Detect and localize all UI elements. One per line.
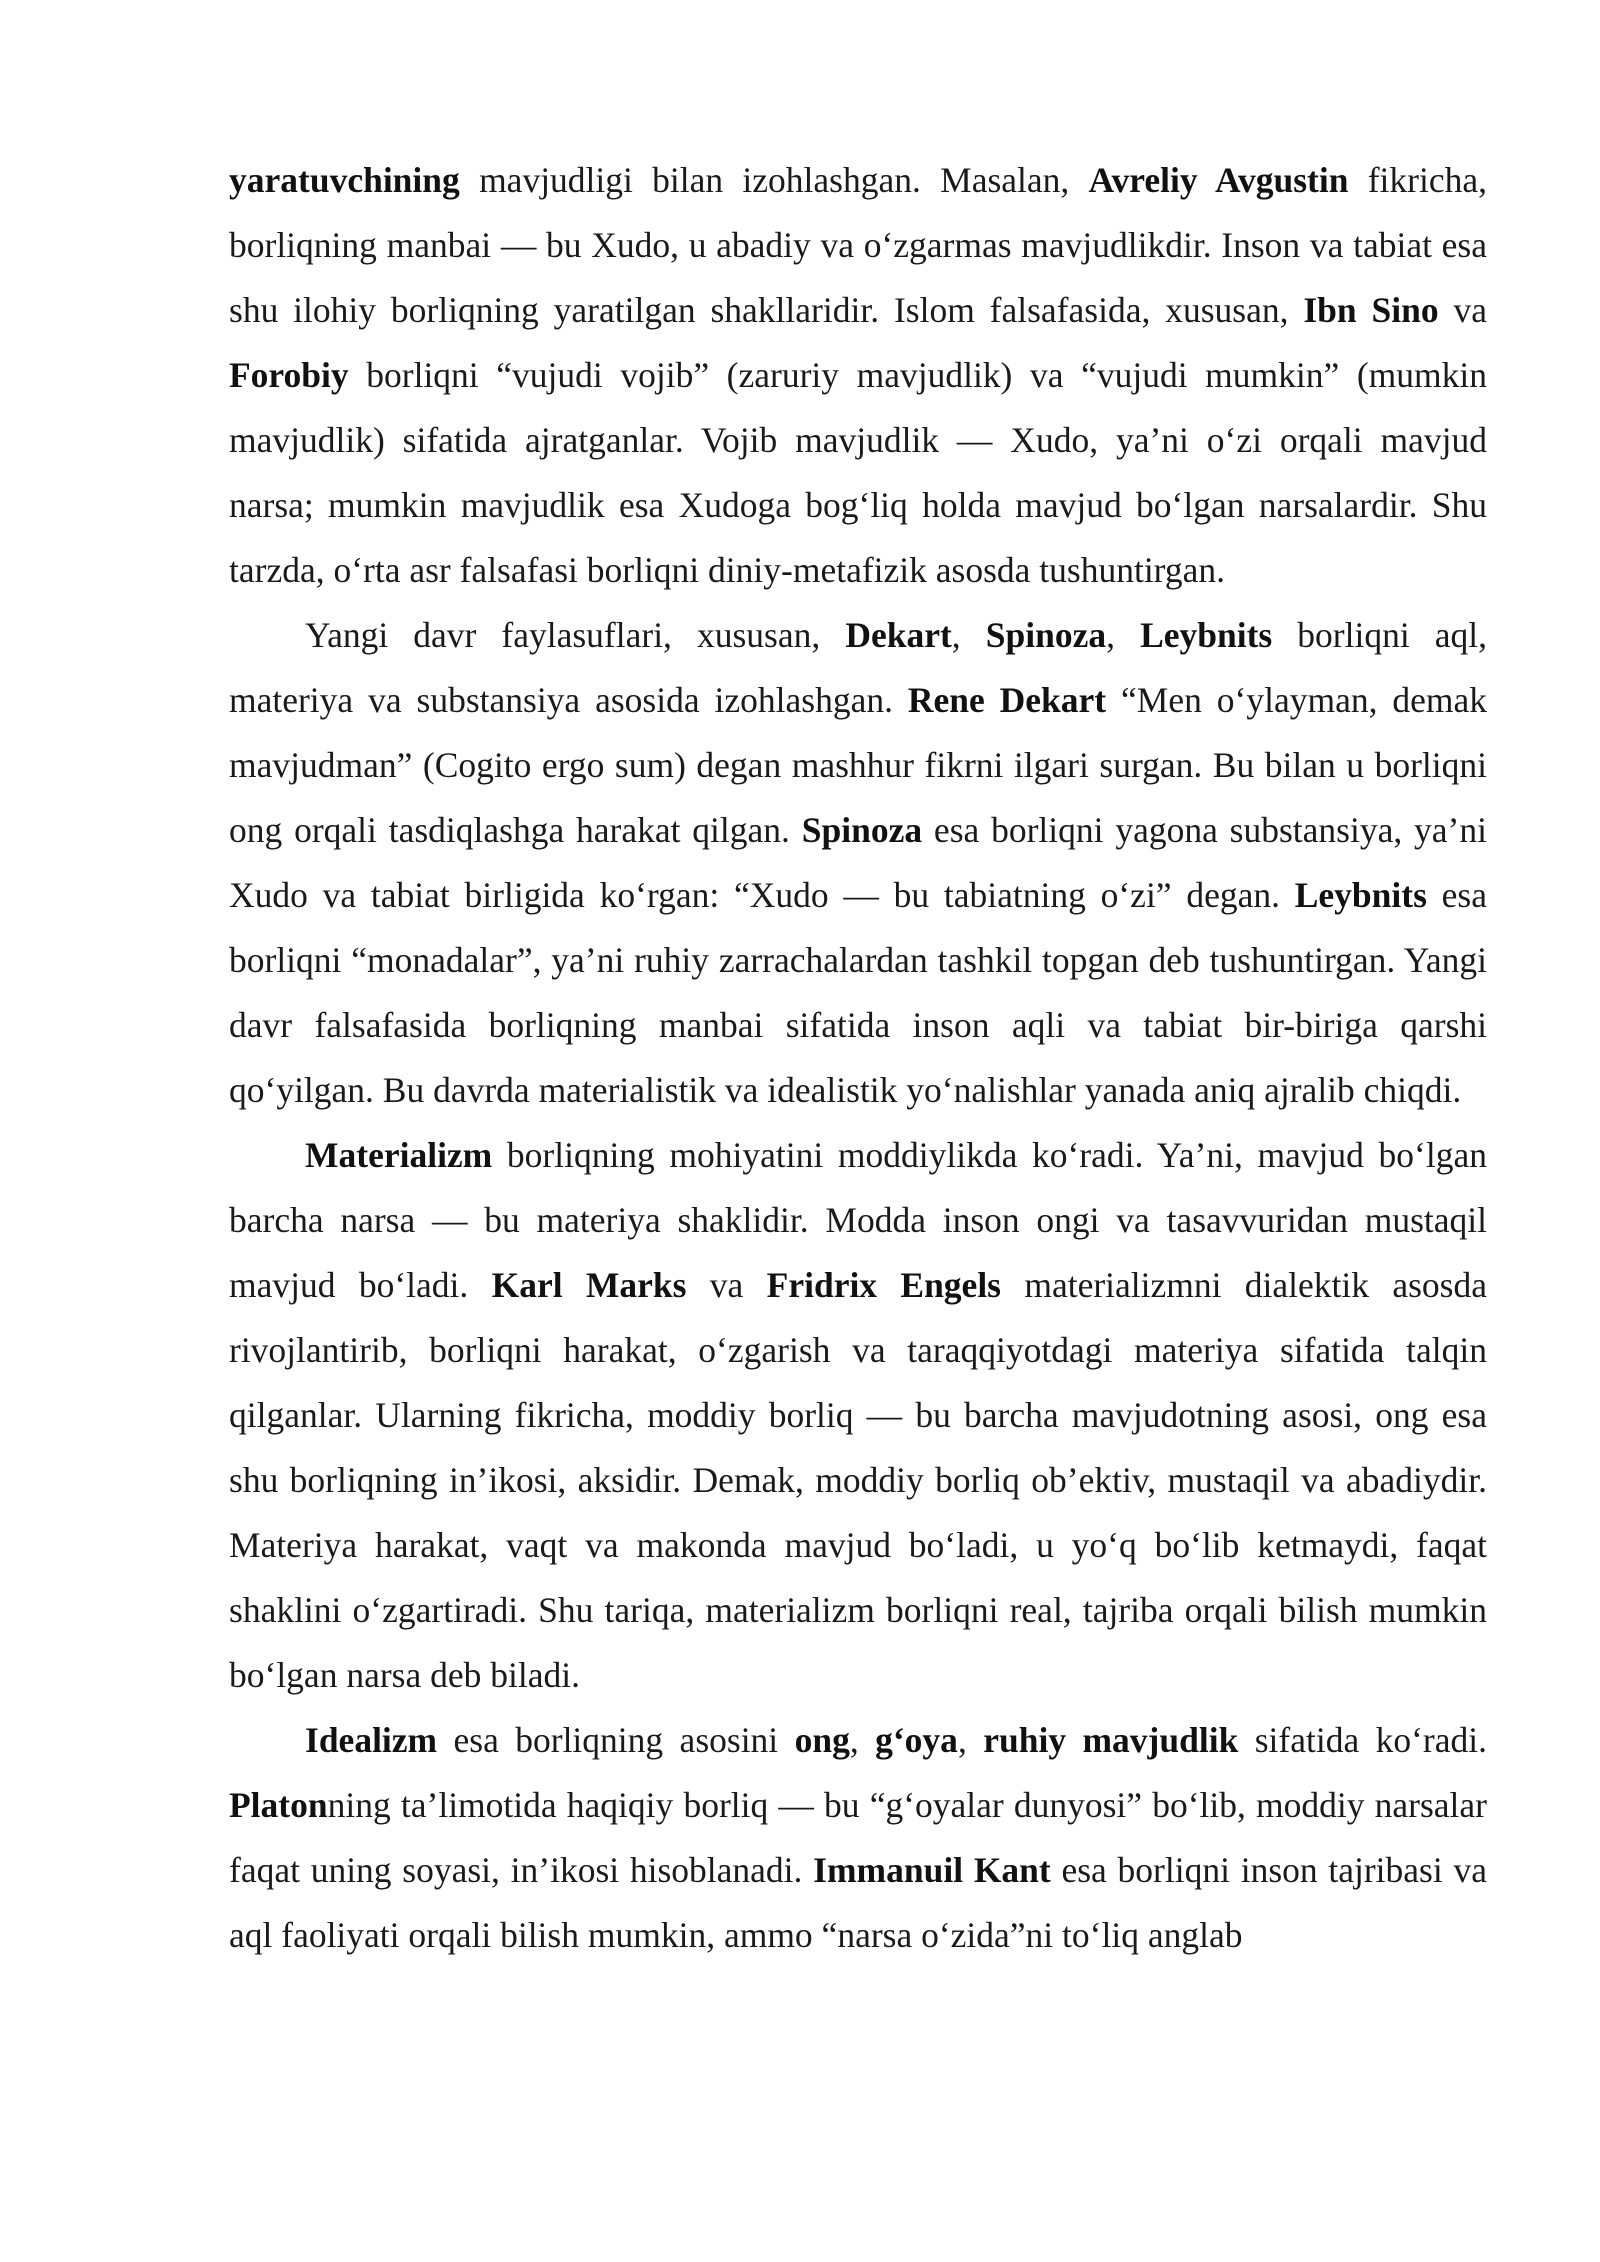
bold-term: Ibn Sino — [1303, 290, 1439, 330]
bold-term: Platon — [229, 1785, 328, 1825]
text-run: Yangi davr faylasuflari, xususan, — [305, 615, 846, 655]
bold-term: Dekart — [845, 615, 952, 655]
bold-term: Leybnits — [1140, 615, 1273, 655]
bold-term: g‘oya — [875, 1720, 958, 1760]
text-run: fikricha, borliqning manbai — bu Xudo, u abadiy va o‘zgarmas mavjudlikdir. Inson va tabiat esa shu ilohiy borliqning yaratilgan shakllaridir. Islom falsafasida, xususan, — [229, 160, 1487, 330]
text-run: borliqni aql, materiya va substansiya asosida izohlashgan. — [229, 615, 1488, 720]
text-run: , — [849, 1720, 876, 1760]
text-run: materializmni dialektik asosda rivojlantirib, borliqni harakat, o‘zgarish va taraqqiyotdagi materiya sifatida talqin qilganlar. Ularning fikricha, moddiy borliq — bu barcha mavjudotning asosi, ong esa shu borliqning in’ikosi, aksidir. Demak, moddiy borliq ob’ektiv, mustaqil va abadiydir. Materiya harakat, vaqt va makonda mavjud bo‘ladi, u yo‘q bo‘lib ketmaydi, faqat shaklini o‘zgartiradi. Shu tariqa, materializm borliqni real, tajriba orqali bilish mumkin bo‘lgan narsa deb biladi. — [229, 1265, 1487, 1695]
bold-term: ruhiy mavjudlik — [983, 1720, 1239, 1760]
bold-term: Avreliy Avgustin — [1088, 160, 1349, 200]
text-run: sifatida ko‘radi. — [1238, 1720, 1488, 1760]
document-page — [229, 148, 1487, 1968]
text-run: mavjudligi bilan izohlashgan. Masalan, — [459, 160, 1089, 200]
bold-term: Rene Dekart — [907, 680, 1107, 720]
text-run: borliqni “vujudi vojib” (zaruriy mavjudlik) va “vujudi mumkin” (mumkin mavjudlik) sifatida ajratganlar. Vojib mavjudlik — Xudo, ya’ni o‘zi orqali mavjud narsa; mumkin mavjudlik esa Xudoga bog‘liq holda mavjud bo‘lgan narsalardir. Shu tarzda, o‘rta asr falsafasi borliqni diniy-metafizik asosda tushuntirgan. — [229, 355, 1487, 590]
text-run: “Men o‘ylayman, demak mavjudman” (Cogito ergo sum) degan mashhur fikrni ilgari surgan. Bu bilan u borliqni ong orqali tasdiqlashga harakat qilgan. — [229, 680, 1488, 850]
text-run: ning ta’limotida haqiqiy borliq — bu “g‘oyalar dunyosi” bo‘lib, moddiy narsalar faqat uning soyasi, in’ikosi hisoblanadi. — [229, 1785, 1487, 1890]
text-run: esa borliqni yagona substansiya, ya’ni Xudo va tabiat birligida ko‘rgan: “Xudo — bu tabiatning o‘zi” degan. — [229, 810, 1487, 915]
text-run: esa borliqni “monadalar”, ya’ni ruhiy zarrachalardan tashkil topgan deb tushuntirgan. Yangi davr falsafasida borliqning manbai sifatida inson aqli va tabiat bir-biriga qarshi qo‘yilgan. Bu davrda materialistik va idealistik yo‘nalishlar yanada aniq ajralib chiqdi. — [229, 875, 1487, 1110]
text-run: borliqning mohiyatini moddiylikda ko‘radi. Ya’ni, mavjud bo‘lgan barcha narsa — bu materiya shaklidir. Modda inson ongi va tasavvuridan mustaqil mavjud bo‘ladi. — [229, 1135, 1487, 1305]
body-paragraph — [229, 1123, 1487, 1708]
body-paragraph — [229, 603, 1487, 1123]
text-run: va — [686, 1265, 767, 1305]
text-run: va — [1438, 290, 1487, 330]
bold-term: Fridrix Engels — [766, 1265, 1001, 1305]
text-run: , — [1106, 615, 1141, 655]
text-run: , — [951, 615, 986, 655]
body-paragraph — [229, 1708, 1487, 1968]
bold-term: Leybnits — [1294, 875, 1427, 915]
body-paragraph — [229, 148, 1487, 603]
bold-term: ong — [794, 1720, 850, 1760]
text-run: esa borliqning asosini — [437, 1720, 795, 1760]
bold-term: Spinoza — [985, 615, 1107, 655]
bold-term: yaratuvchining — [229, 160, 460, 200]
bold-term: Idealizm — [305, 1720, 438, 1760]
text-run: , — [957, 1720, 984, 1760]
bold-term: Forobiy — [229, 355, 349, 395]
bold-term: Karl Marks — [491, 1265, 687, 1305]
bold-term: Spinoza — [801, 810, 923, 850]
bold-term: Immanuil Kant — [813, 1850, 1051, 1890]
bold-term: Materializm — [305, 1135, 493, 1175]
text-run: esa borliqni inson tajribasi va aql faoliyati orqali bilish mumkin, ammo “narsa o‘zida”ni to‘liq anglab — [229, 1850, 1487, 1955]
